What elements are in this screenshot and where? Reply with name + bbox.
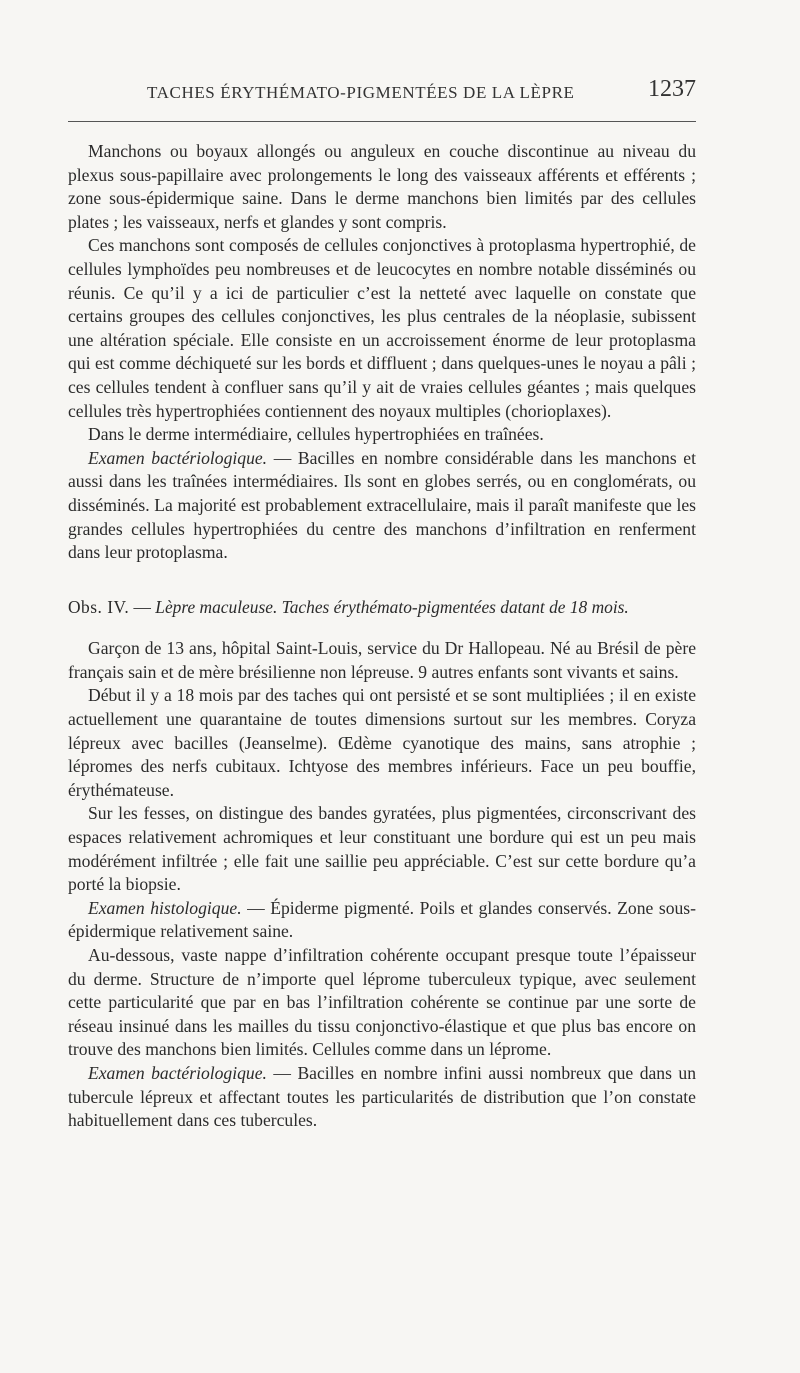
- paragraph: Examen bactériologique. — Bacilles en nombre infini aussi nombreux que dans un tubercule lépreux et affectant toutes les particularités de distribution que l’on constate habituellement dans ces tubercules.: [68, 1062, 696, 1131]
- section-label: Examen bactériologique.: [88, 447, 268, 468]
- paragraph: Sur les fesses, on distingue des bandes gyratées, plus pigmentées, circonscrivant des espaces relativement achromiques et leur constituant une bordure qui est un peu mais modérément infiltrée ; elle fait une saillie peu appréciable. C’est sur cette bordure qu’a porté la biopsie.: [68, 803, 696, 895]
- section-label: Examen histologique.: [88, 897, 242, 918]
- paragraph: Début il y a 18 mois par des taches qui ont persisté et se sont multipliées ; il en existe actuellement une quarantaine de toutes dimensions surtout sur les membres. Coryza lépreux avec bacilles (Jeanselme). Œdème cyanotique des mains, sans atrophie ; lépromes des nerfs cubitaux. Ichtyose des membres inférieurs. Face un peu bouffie, érythémateuse.: [68, 685, 696, 800]
- paragraph: Examen histologique. — Épiderme pigmenté. Poils et glandes conservés. Zone sous-épidermique relativement saine.: [68, 897, 696, 942]
- paragraph: Manchons ou boyaux allongés ou anguleux en couche discontinue au niveau du plexus sous-papillaire avec prolongements le long des vaisseaux afférents et efférents ; zone sous-épidermique saine. Dans le derme manchons bien limités par des cellules plates ; les vaisseaux, nerfs et glandes y sont compris.: [68, 141, 696, 232]
- header-rule: [68, 121, 696, 122]
- page-number: 1237: [648, 76, 696, 102]
- paragraph: Dans le derme intermédiaire, cellules hypertrophiées en traînées.: [88, 424, 544, 445]
- observation-title: Lèpre maculeuse. Taches érythémato-pigmentées datant de 18 mois.: [155, 596, 629, 617]
- running-title: TACHES ÉRYTHÉMATO-PIGMENTÉES DE LA LÈPRE: [147, 83, 575, 102]
- paragraph: Garçon de 13 ans, hôpital Saint-Louis, service du Dr Hallopeau. Né au Brésil de père français sain et de mère brésilienne non lépreuse. 9 autres enfants sont vivants et sains.: [68, 638, 696, 682]
- paragraph: Au-dessous, vaste nappe d’infiltration cohérente occupant presque toute l’épaisseur du derme. Structure de n’importe quel léprome tuberculeux typique, avec seulement cette particularité que par en bas l’infiltration cohérente se continue par une sorte de réseau insinué dans les mailles du tissu conjonctivo-élastique et que plus bas encore on trouve des manchons bien limités. Cellules comme dans un léprome.: [68, 945, 696, 1060]
- running-head: [68, 72, 696, 112]
- paragraph: Examen bactériologique. — Bacilles en nombre considérable dans les manchons et aussi dans les traînées intermédiaires. Ils sont en globes serrés, ou en conglomérats, ou disséminés. La majorité est probablement extracellulaire, mais il paraît manifeste que les grandes cellules hypertrophiées du centre des manchons d’infiltration en renferment dans leur protoplasma.: [68, 447, 696, 563]
- observation-heading: Obs. IV. — Lèpre maculeuse. Taches érythémato-pigmentées datant de 18 mois.: [68, 596, 629, 617]
- body-text: [68, 140, 696, 1133]
- paragraph: Ces manchons sont composés de cellules conjonctives à protoplasma hypertrophié, de cellules lymphoïdes peu nombreuses et de leucocytes en nombre notable disséminés ou réunis. Ce qu’il y a ici de particulier c’est la netteté avec laquelle on constate que certains groupes des cellules conjonctives, les plus centrales de la néoplasie, subissent une altération spéciale. Elle consiste en un accroissement énorme de leur protoplasma qui est comme déchiqueté sur les bords et diffluent ; dans quelques-unes le noyau a pâli ; ces cellules tendent à confluer sans qu’il y ait de vraies cellules géantes ; mais quelques cellules très hypertrophiées contiennent des noyaux multiples (chorioplaxes).: [68, 235, 696, 421]
- section-label: Examen bactériologique.: [88, 1062, 267, 1083]
- observation-label: Obs. IV.: [68, 596, 130, 617]
